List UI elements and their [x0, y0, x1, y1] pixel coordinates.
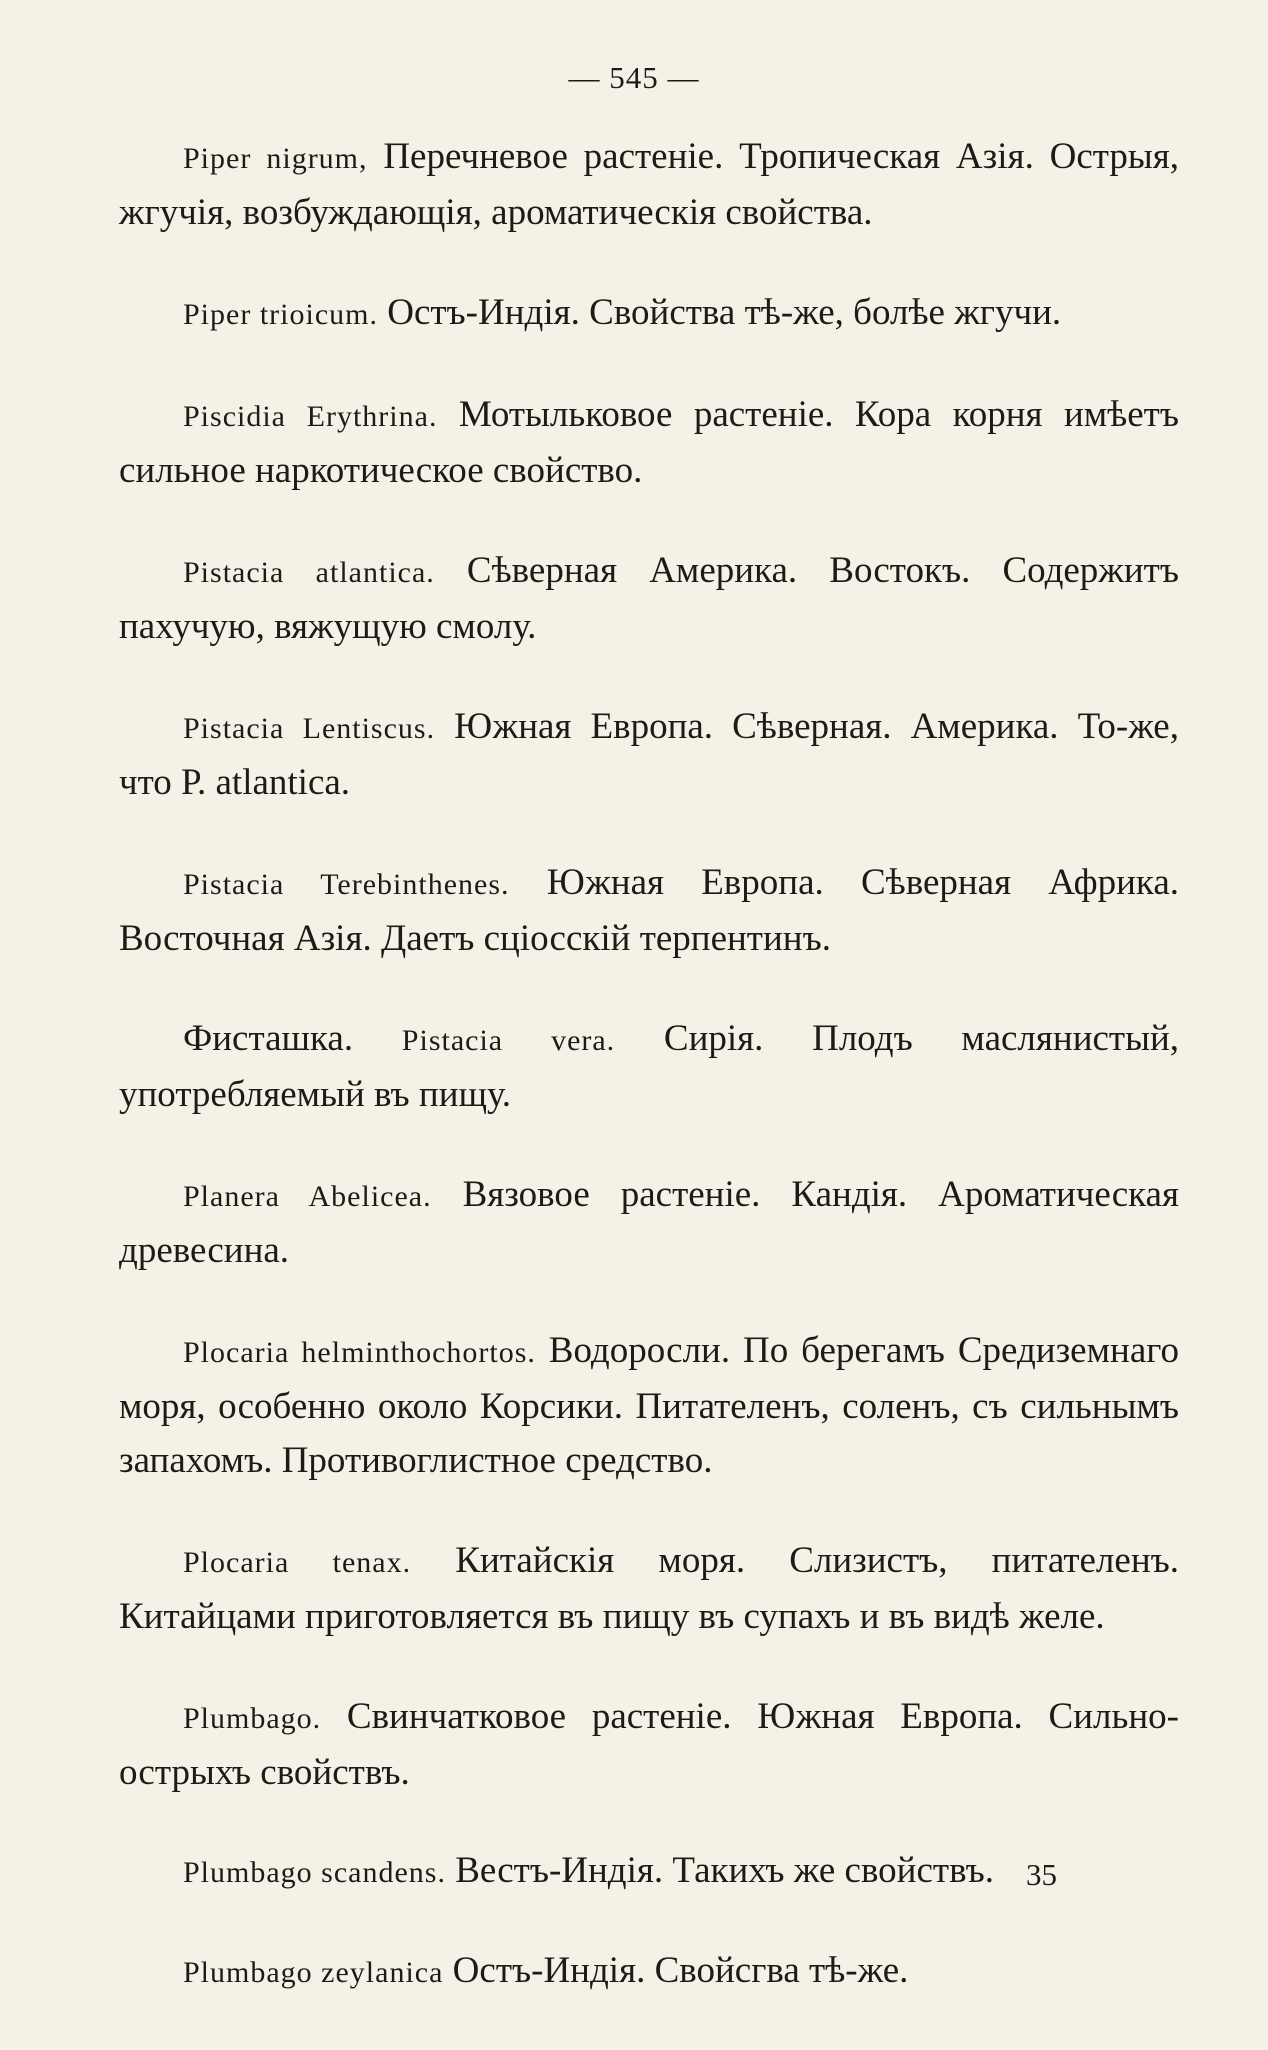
entry-pistacia-lentiscus: [119, 700, 1179, 810]
entry-text: Сѣверная Америка. Востокъ. Содержитъ пахучую, вяжущую смолу.: [119, 550, 1179, 647]
entry-text: Сирія. Плодъ маслянистый, употребляемый въ пищу.: [119, 1018, 1180, 1115]
entry-text: Китайскія моря. Слизистъ, питателенъ. Китайцами приготовляется въ пищу въ супахъ и въ видѣ желе.: [119, 1540, 1180, 1637]
entries-list: [119, 130, 1179, 2044]
entry-text: Мотыльковое растеніе. Кора корня имѣетъ сильное наркотическое свойство.: [119, 394, 1179, 491]
entry-latin-name: Pistacia atlantica.: [183, 556, 435, 589]
printer-signature-mark: 35: [1026, 1857, 1057, 1892]
entry-latin-name: Plumbago scandens.: [183, 1856, 446, 1889]
entry-latin-name: Pistacia vera.: [401, 1024, 616, 1057]
entry-latin-name: Plumbago zeylanica: [183, 1956, 444, 1989]
entry-plumbago-scandens: [119, 1844, 1179, 1900]
entry-pistacia-terebinthenes: [119, 856, 1179, 966]
entry-latin-name: Plumbago.: [183, 1702, 322, 1735]
entry-piper-nigrum: [119, 130, 1179, 240]
entry-pistacia-vera: [119, 1012, 1179, 1122]
entry-plumbago: [119, 1690, 1179, 1800]
entry-text: Южная Европа. Сѣверная. Америка. То-же, что Р. atlantica.: [119, 706, 1179, 803]
entry-latin-name: Piper trioicum.: [183, 298, 378, 331]
entry-latin-name: Planera Abelicea.: [183, 1180, 432, 1213]
entry-latin-name: Pistacia Lentiscus.: [183, 712, 436, 745]
entry-text: Вестъ-Индія. Такихъ же свойствъ.: [445, 1850, 994, 1891]
entry-text: Водоросли. По берегамъ Средиземнаго моря, особенно около Корсики. Питателенъ, соленъ, съ сильнымъ запахомъ. Противоглистное средство.: [119, 1330, 1179, 1481]
entry-plumbago-zeylanica: [119, 1944, 1179, 2000]
entry-text: Перечневое растеніе. Тропическая Азія. Острыя, жгучія, возбуждающія, ароматическія свойства.: [119, 136, 1179, 233]
entry-text: Южная Европа. Сѣверная Африка. Восточная Азія. Даетъ сціосскій терпентинъ.: [119, 862, 1179, 959]
entry-text: Остъ-Индія. Свойсгва тѣ-же.: [443, 1950, 909, 1991]
entry-latin-name: Plocaria helminthochortos.: [183, 1336, 536, 1369]
entry-planera-abelicea: [119, 1168, 1179, 1278]
entry-text: Остъ-Индія. Свойства тѣ-же, болѣе жгучи.: [377, 292, 1062, 333]
entry-piper-trioicum: [119, 286, 1179, 342]
entry-text: Свинчатковое растеніе. Южная Европа. Сильно-острыхъ свойствъ.: [119, 1696, 1179, 1793]
entry-latin-name: Piscidia Erythrina.: [183, 400, 438, 433]
entry-latin-name: Plocaria tenax.: [183, 1546, 412, 1579]
entry-plocaria-tenax: [119, 1534, 1179, 1644]
entry-text: Вязовое растеніе. Кандія. Ароматическая древесина.: [119, 1174, 1179, 1271]
entry-latin-name: Piper nigrum,: [183, 142, 368, 175]
page-number: — 545 —: [568, 60, 700, 95]
entry-common-name: Фисташка.: [183, 1018, 402, 1059]
entry-plocaria-helminthochortos: [119, 1324, 1179, 1488]
entry-pistacia-atlantica: [119, 544, 1179, 654]
entry-latin-name: Pistacia Terebinthenes.: [183, 868, 510, 901]
entry-piscidia-erythrina: [119, 388, 1179, 498]
